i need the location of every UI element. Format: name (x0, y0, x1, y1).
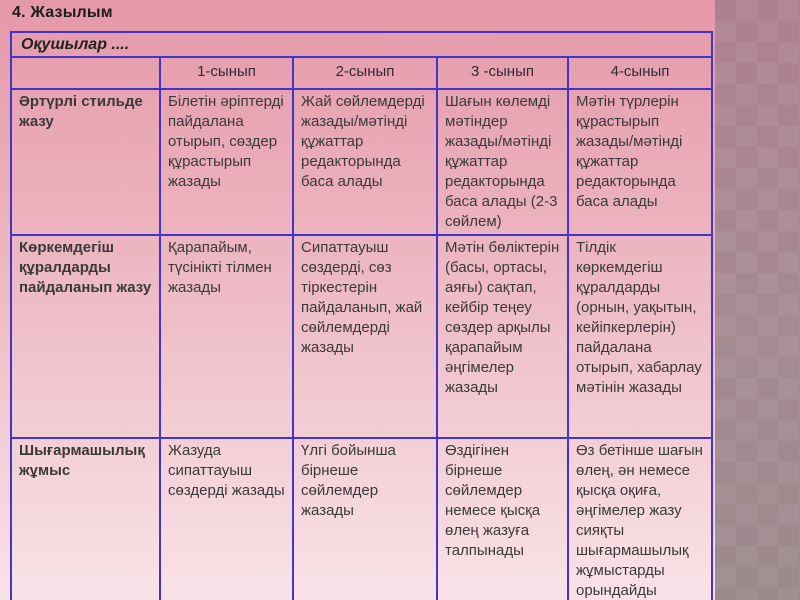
table-cell: Тілдік көркемдегіш құралдарды (орнын, уақытын, кейіпкерлерін) пайдалана отырып, хабарлау мәтінін жазады (568, 235, 712, 438)
table-cell: Жазуда сипаттауыш сөздерді жазады (160, 438, 293, 600)
slide-title: 4. Жазылым (12, 4, 113, 21)
row-header-artistic-tools: Көркемдегіш құралдарды пайдаланып жазу (11, 235, 160, 438)
column-header-grade3: 3 -сынып (437, 57, 568, 89)
table-caption: Оқушылар .... (11, 32, 712, 57)
table-cell: Өз бетінше шағын өлең, ән немесе қысқа оқиға, әңгімелер жазу сияқты шығармашылық жұмыстарды орындайды (568, 438, 712, 600)
table-cell: Білетін әріптерді пайдалана отырып, сөздер құрастырып жазады (160, 89, 293, 235)
table-cell: Сипаттауыш сөздерді, сөз тіркестерін пайдаланып, жай сөйлемдерді жазады (293, 235, 437, 438)
table-cell: Үлгі бойынша бірнеше сөйлемдер жазады (293, 438, 437, 600)
table-row (11, 438, 712, 600)
table-cell: Мәтін бөліктерін (басы, ортасы, аяғы) сақтап, кейбір теңеу сөздер арқылы қарапайым әңгімелер жазады (437, 235, 568, 438)
table-cell: Мәтін түрлерін құрастырып жазады/мәтінді құжаттар редакторында баса алады (568, 89, 712, 235)
column-header-grade2: 2-сынып (293, 57, 437, 89)
writing-skills-table (10, 31, 713, 600)
corner-cell (11, 57, 160, 89)
column-header-row (11, 57, 712, 89)
table-cell: Шағын көлемді мәтіндер жазады/мәтінді құжаттар редакторында баса алады (2-3 сөйлем) (437, 89, 568, 235)
diamond-pattern-background (715, 0, 800, 600)
table-cell: Жай сөйлемдерді жазады/мәтінді құжаттар редакторында баса алады (293, 89, 437, 235)
table-cell: Өздігінен бірнеше сөйлемдер немесе қысқа өлең жазуға талпынады (437, 438, 568, 600)
row-header-creative-work: Шығармашылық жұмыс (11, 438, 160, 600)
row-header-various-styles: Әртүрлі стильде жазу (11, 89, 160, 235)
table-row (11, 235, 712, 438)
column-header-grade1: 1-сынып (160, 57, 293, 89)
table-row (11, 89, 712, 235)
table-cell: Қарапайым, түсінікті тілмен жазады (160, 235, 293, 438)
table-caption-row (11, 32, 712, 57)
column-header-grade4: 4-сынып (568, 57, 712, 89)
